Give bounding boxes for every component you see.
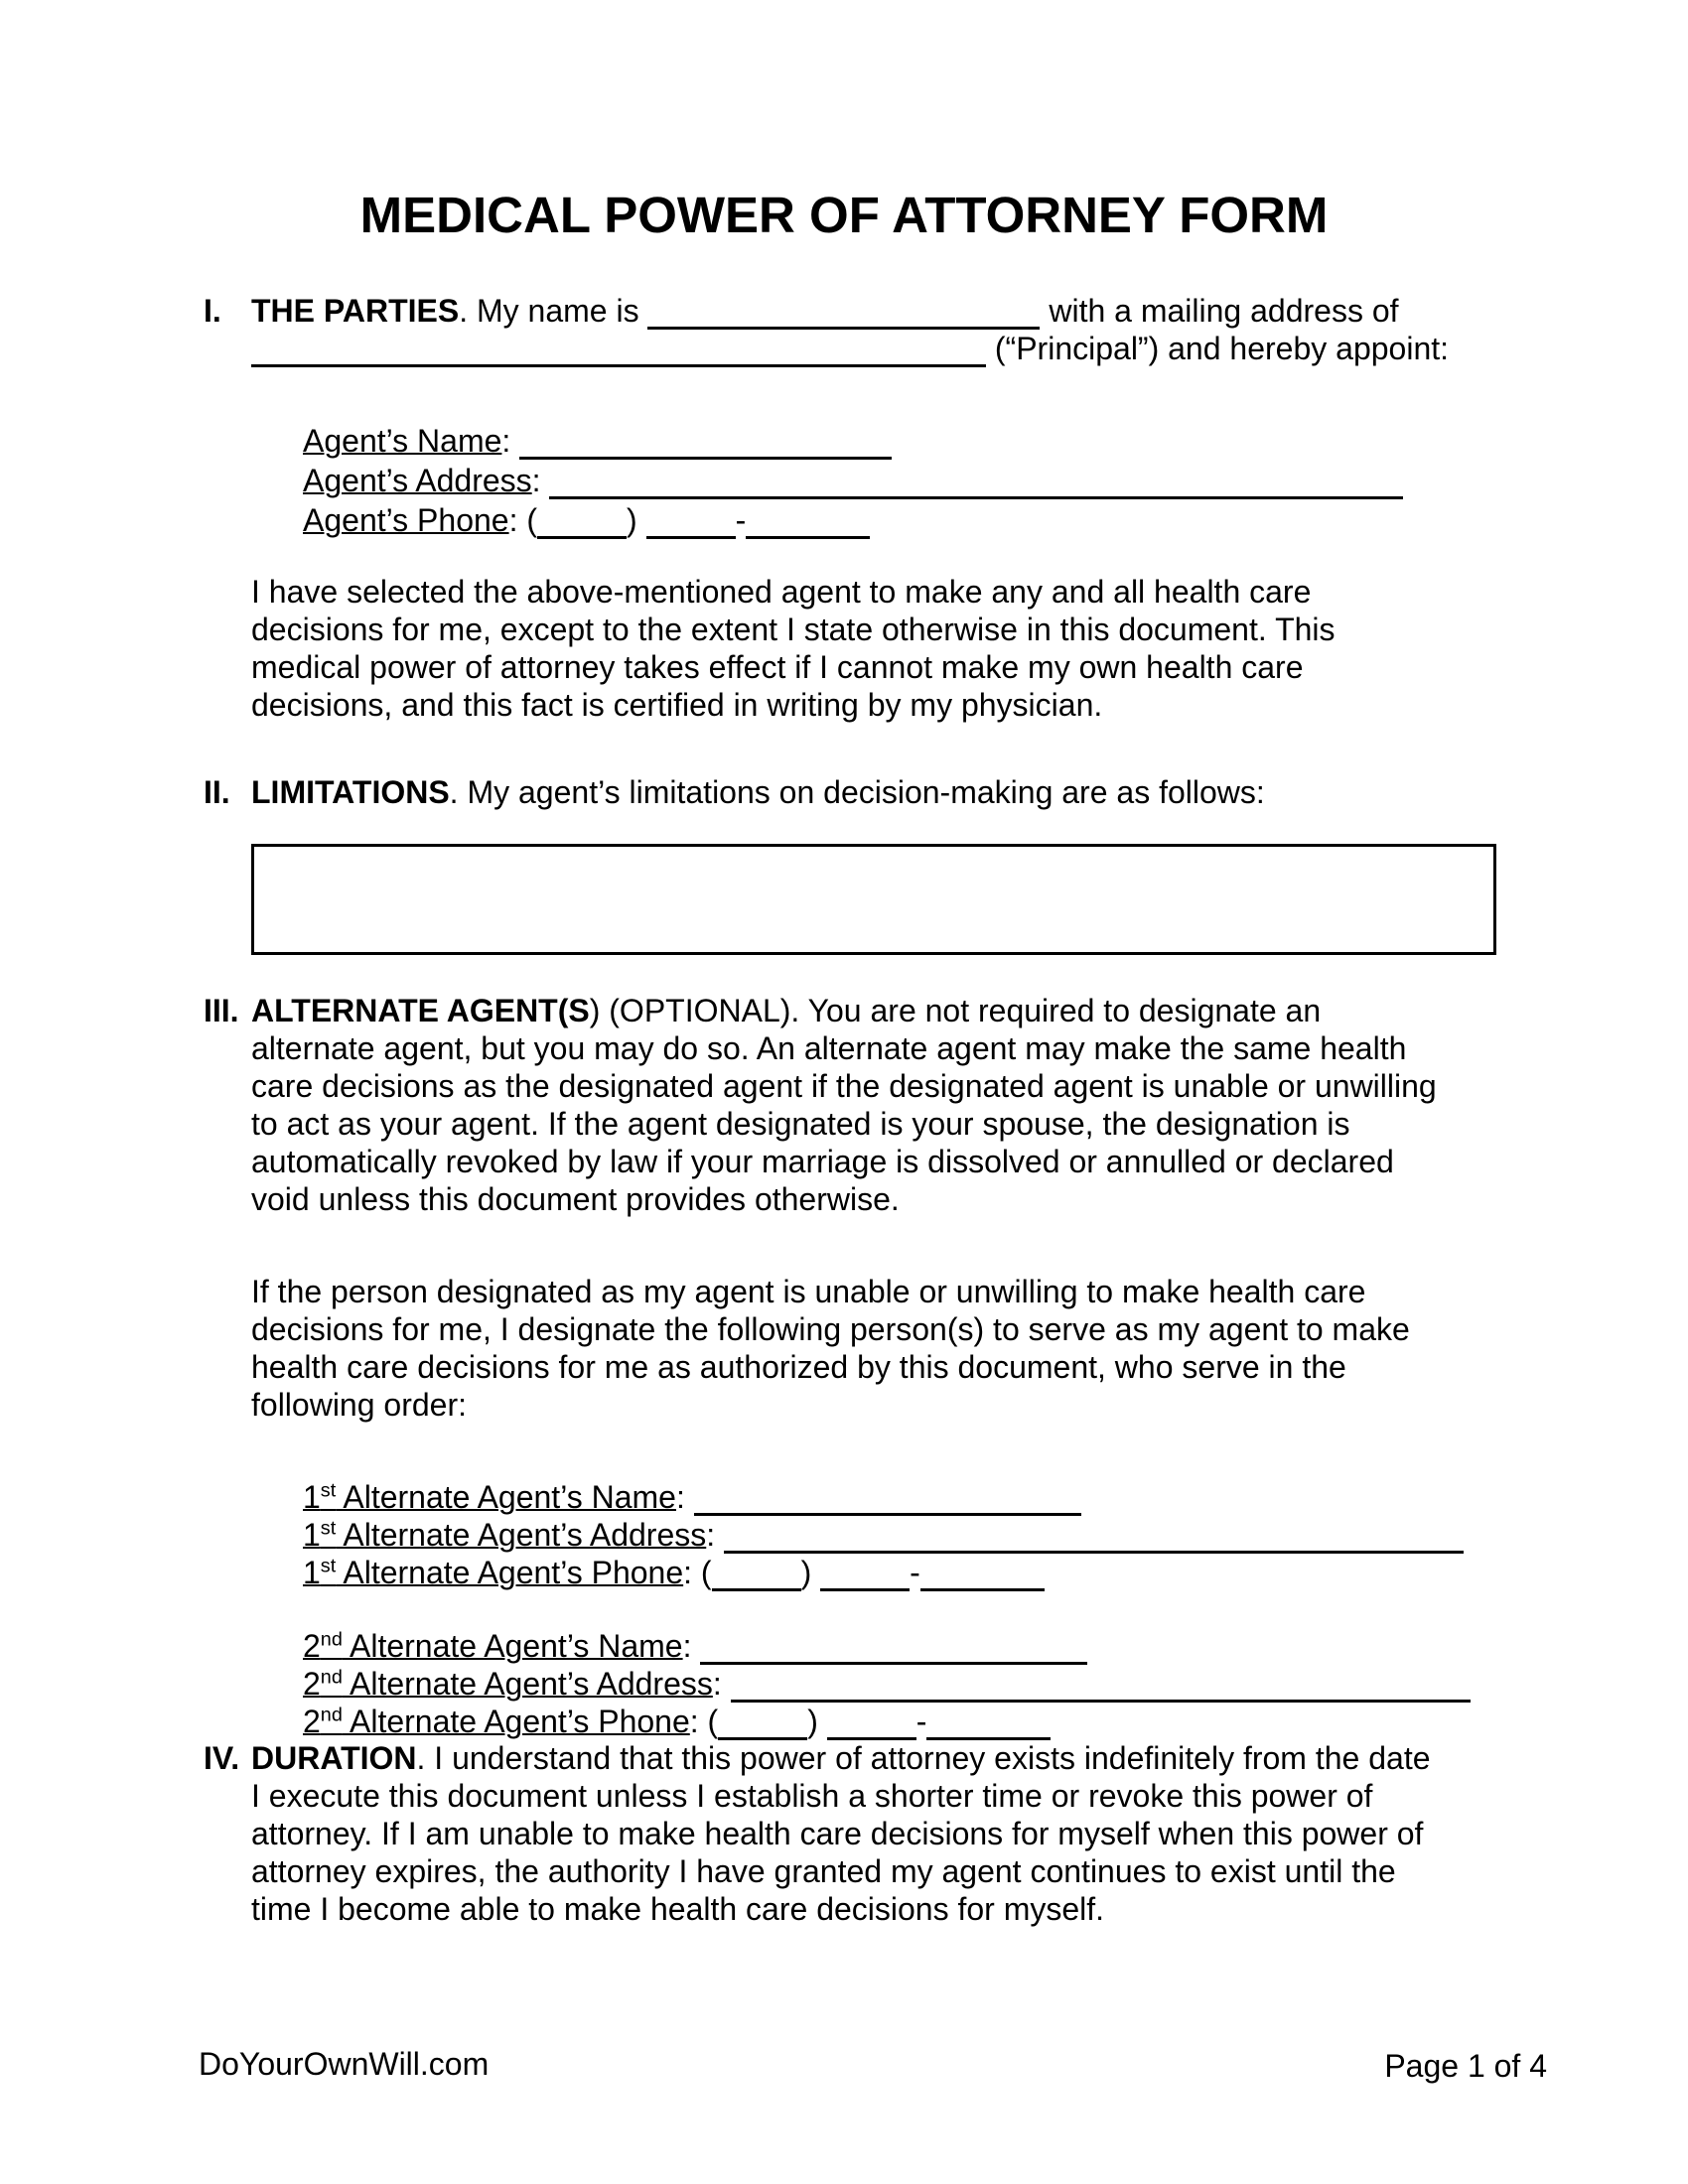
duration-intro-text: . I understand that this power of attorney exists indefinitely from the date xyxy=(416,1740,1431,1776)
colon: : xyxy=(501,423,511,459)
section-alternate-agents xyxy=(204,992,1504,1218)
first-alternate-fields xyxy=(303,1478,1464,1591)
agent-address-blank[interactable] xyxy=(549,484,1403,499)
section-parties-numeral: I. xyxy=(204,293,221,329)
ordinal-suffix: nd xyxy=(320,1666,343,1689)
parties-line2-text: (“Principal”) and hereby appoint: xyxy=(994,331,1450,366)
text-line xyxy=(251,330,1504,367)
first-alternate-name-row xyxy=(303,1478,1464,1516)
text-line xyxy=(251,773,1504,811)
agent-name-row xyxy=(303,421,1403,461)
colon: : xyxy=(531,463,541,498)
parties-intro-text: . My name is xyxy=(459,293,639,329)
page-title: MEDICAL POWER OF ATTORNEY FORM xyxy=(359,187,1329,243)
ordinal-suffix: st xyxy=(320,1555,337,1577)
section-parties xyxy=(204,292,1504,367)
second-alternate-address-row xyxy=(303,1665,1471,1703)
first-alternate-phone-prefix-blank[interactable] xyxy=(820,1576,910,1591)
agent-phone-prefix-blank[interactable] xyxy=(646,524,736,539)
text-line: care decisions as the designated agent if the designated agent is unable or unwilling xyxy=(251,1068,1437,1104)
text-line: attorney. If I am unable to make health care decisions for myself when this power of xyxy=(251,1816,1424,1851)
second-alternate-name-row xyxy=(303,1627,1471,1665)
agent-phone-line-blank[interactable] xyxy=(746,524,870,539)
phone-close-paren: ) xyxy=(627,502,637,538)
text-line: medical power of attorney takes effect if I cannot make my own health care xyxy=(251,649,1304,685)
ordinal-suffix: st xyxy=(320,1479,337,1502)
text-line: I have selected the above-mentioned agent to make any and all health care xyxy=(251,574,1312,610)
ordinal-suffix: nd xyxy=(320,1704,343,1726)
second-alternate-address-blank[interactable] xyxy=(731,1688,1471,1703)
second-alternate-phone-line-blank[interactable] xyxy=(926,1725,1051,1740)
second-alternate-phone-area-blank[interactable] xyxy=(718,1725,807,1740)
principal-address-blank[interactable] xyxy=(251,352,986,367)
first-alternate-address-row xyxy=(303,1516,1464,1554)
limitations-writein-box[interactable] xyxy=(251,844,1496,955)
principal-name-blank[interactable] xyxy=(647,315,1040,330)
text-line: automatically revoked by law if your marriage is dissolved or annulled or declared xyxy=(251,1144,1394,1179)
text-line: I execute this document unless I establish a shorter time or revoke this power of xyxy=(251,1778,1373,1814)
text-line: health care decisions for me as authorized by this document, who serve in the xyxy=(251,1349,1346,1385)
first-alternate-address-blank[interactable] xyxy=(724,1539,1464,1554)
first-alternate-phone-row xyxy=(303,1554,1464,1591)
colon: : xyxy=(712,1666,722,1702)
text-line: decisions for me, except to the extent I state otherwise in this document. This xyxy=(251,612,1336,647)
text-line: to act as your agent. If the agent designated is your spouse, the designation is xyxy=(251,1106,1350,1142)
phone-open-paren: ( xyxy=(700,1555,712,1590)
colon: : xyxy=(508,502,518,538)
section-limitations xyxy=(204,773,1504,811)
section-alternate-heading: ALTERNATE AGENT(S xyxy=(251,993,590,1028)
agent-phone-row xyxy=(303,500,1403,540)
text-line: time I become able to make health care decisions for myself. xyxy=(251,1891,1105,1927)
text-line: decisions, and this fact is certified in writing by my physician. xyxy=(251,687,1103,723)
phone-close-paren: ) xyxy=(807,1704,818,1739)
text-line: decisions for me, I designate the following person(s) to serve as my agent to make xyxy=(251,1311,1410,1347)
second-alternate-phone-label: 2nd Alternate Agent’s Phone xyxy=(303,1704,690,1739)
agent-name-blank[interactable] xyxy=(519,445,892,460)
phone-dash: - xyxy=(915,1704,927,1739)
footer-page-number: Page 1 of 4 xyxy=(1384,2048,1547,2084)
section-duration-numeral: IV. xyxy=(204,1740,240,1776)
agent-fields xyxy=(303,421,1403,540)
second-alternate-name-label: 2nd Alternate Agent’s Name xyxy=(303,1628,683,1664)
second-alternate-fields xyxy=(303,1627,1471,1740)
colon: : xyxy=(675,1479,685,1515)
text-line: alternate agent, but you may do so. An alternate agent may make the same health xyxy=(251,1030,1407,1066)
colon: : xyxy=(682,1628,692,1664)
phone-dash: - xyxy=(735,502,747,538)
text-line xyxy=(251,1739,1504,1777)
alternate-intro-text: ) (OPTIONAL). You are not required to designate an xyxy=(589,993,1322,1028)
first-alternate-phone-label: 1st Alternate Agent’s Phone xyxy=(303,1555,684,1590)
section-limitations-numeral: II. xyxy=(204,774,230,810)
second-alternate-address-label: 2nd Alternate Agent’s Address xyxy=(303,1666,713,1702)
text-line: following order: xyxy=(251,1387,467,1423)
text-line: If the person designated as my agent is unable or unwilling to make health care xyxy=(251,1274,1366,1309)
first-alternate-name-label: 1st Alternate Agent’s Name xyxy=(303,1479,676,1515)
footer-site-name: DoYourOwnWill.com xyxy=(199,2046,490,2082)
colon: : xyxy=(689,1704,699,1739)
section-duration-heading: DURATION xyxy=(251,1740,417,1776)
first-alternate-address-label: 1st Alternate Agent’s Address xyxy=(303,1517,707,1553)
text-line: void unless this document provides otherwise. xyxy=(251,1181,900,1217)
text-line: attorney expires, the authority I have granted my agent continues to exist until the xyxy=(251,1853,1396,1889)
text-line xyxy=(251,992,1504,1029)
parties-paragraph xyxy=(251,573,1336,724)
first-alternate-phone-line-blank[interactable] xyxy=(920,1576,1045,1591)
phone-open-paren: ( xyxy=(526,502,538,538)
agent-name-label: Agent’s Name xyxy=(303,423,502,459)
ordinal-suffix: nd xyxy=(320,1628,343,1651)
alternate-paragraph2 xyxy=(251,1273,1410,1424)
second-alternate-name-blank[interactable] xyxy=(700,1650,1087,1665)
section-duration xyxy=(204,1739,1504,1928)
section-limitations-heading: LIMITATIONS xyxy=(251,774,450,810)
section-alternate-numeral: III. xyxy=(204,993,239,1028)
parties-intro-text-cont: with a mailing address of xyxy=(1049,293,1399,329)
agent-address-label: Agent’s Address xyxy=(303,463,532,498)
colon: : xyxy=(683,1555,693,1590)
text-line xyxy=(251,292,1504,330)
phone-close-paren: ) xyxy=(800,1555,812,1590)
phone-open-paren: ( xyxy=(707,1704,719,1739)
agent-phone-area-blank[interactable] xyxy=(537,524,627,539)
colon: : xyxy=(706,1517,716,1553)
section-parties-heading: THE PARTIES xyxy=(251,293,460,329)
first-alternate-phone-area-blank[interactable] xyxy=(712,1576,801,1591)
agent-phone-label: Agent’s Phone xyxy=(303,502,509,538)
limitations-text: . My agent’s limitations on decision-making are as follows: xyxy=(449,774,1265,810)
phone-dash: - xyxy=(910,1555,920,1590)
second-alternate-phone-row xyxy=(303,1703,1471,1740)
agent-address-row xyxy=(303,461,1403,500)
second-alternate-phone-prefix-blank[interactable] xyxy=(827,1725,916,1740)
first-alternate-name-blank[interactable] xyxy=(694,1501,1081,1516)
ordinal-suffix: st xyxy=(320,1517,337,1540)
